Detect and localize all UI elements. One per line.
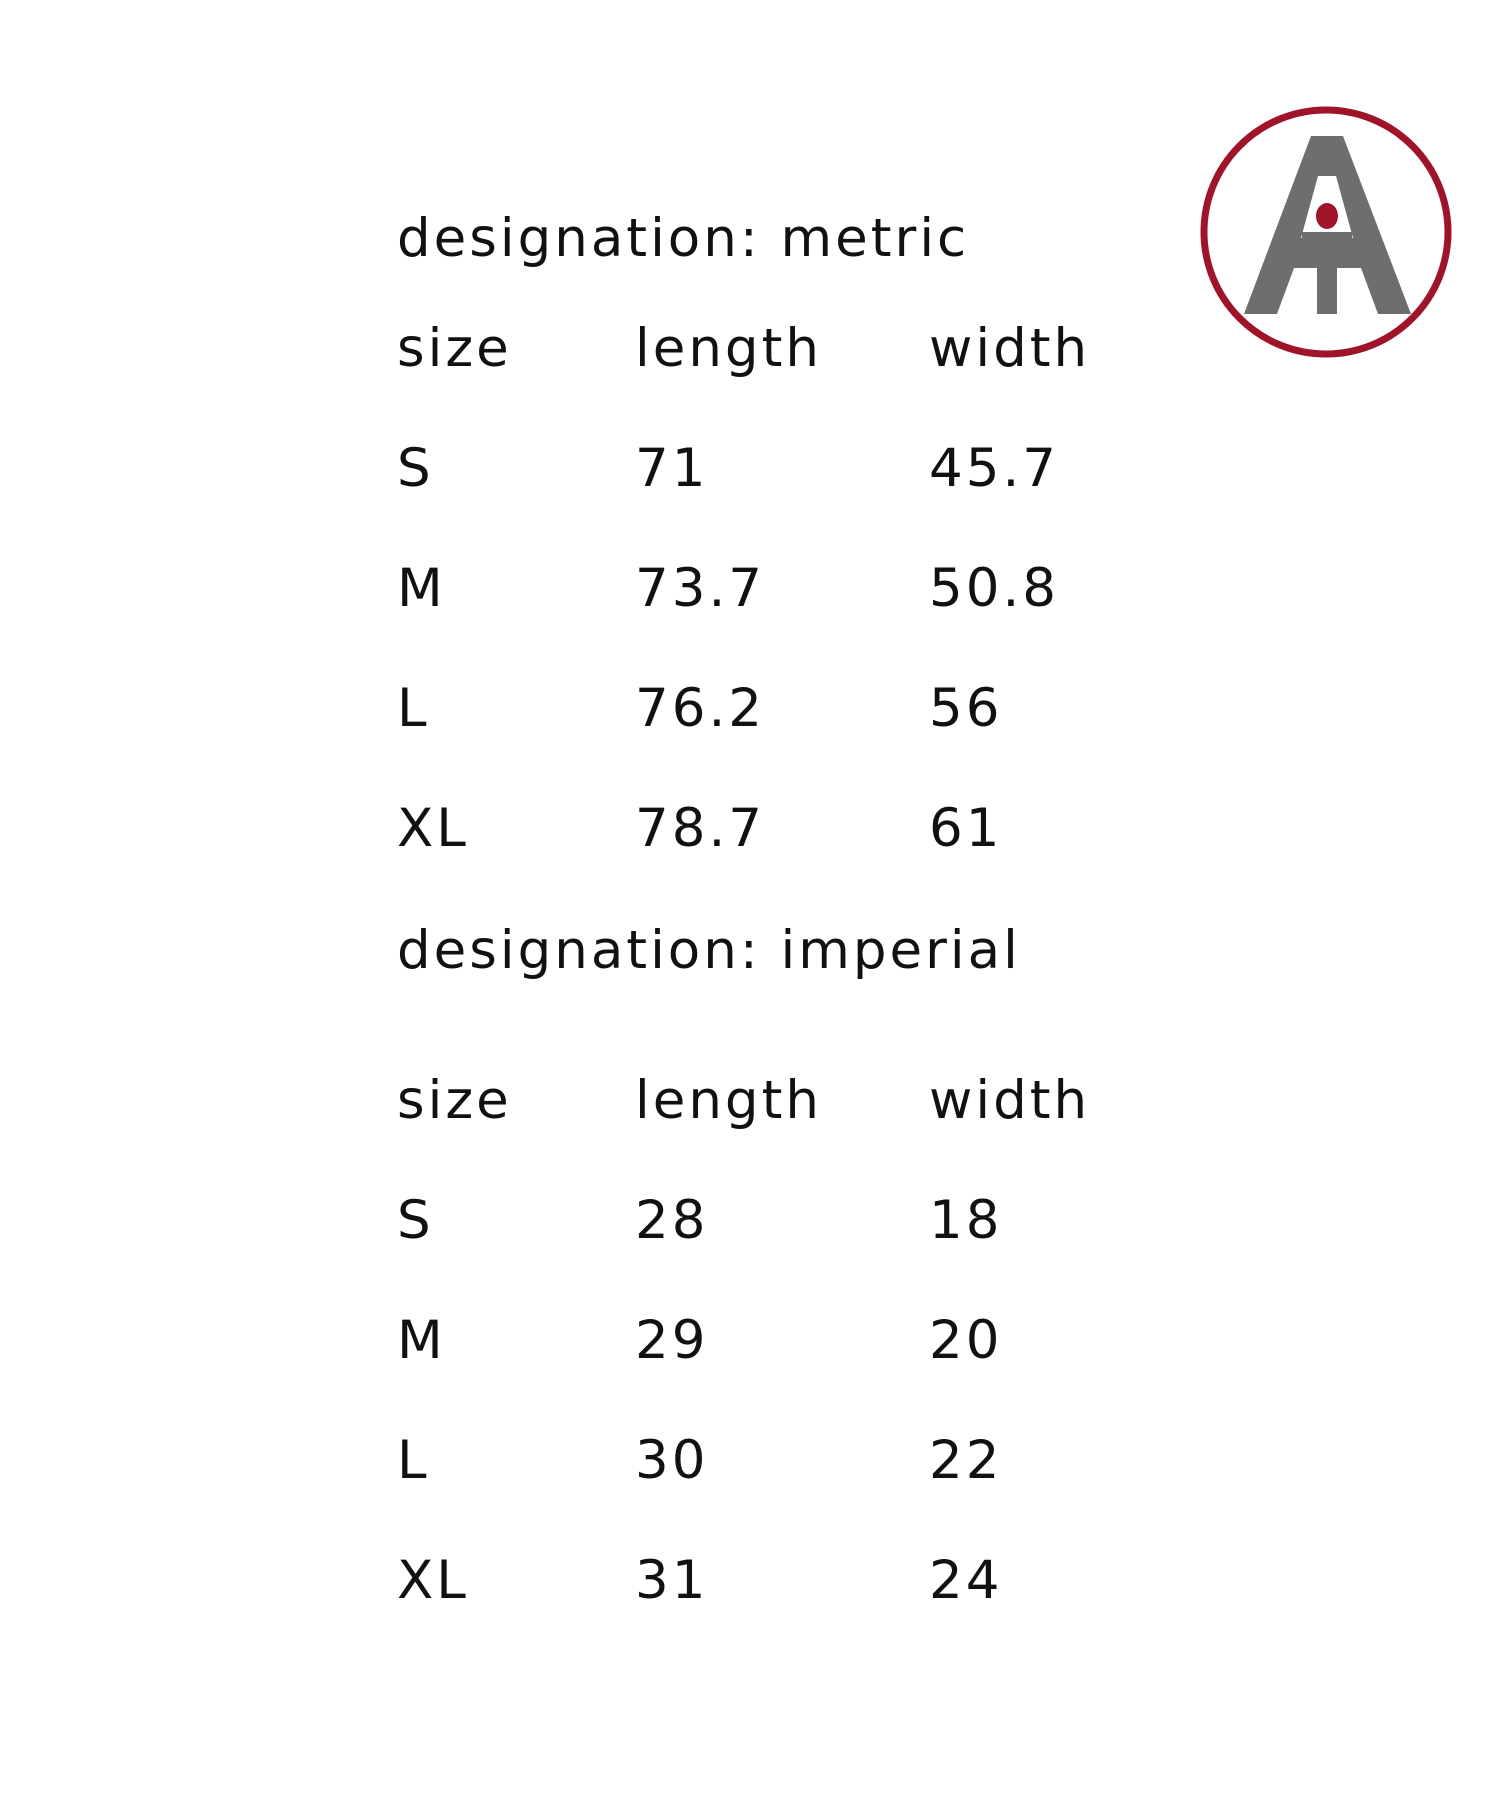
imperial-header-row bbox=[397, 1070, 1197, 1134]
size-cell: L bbox=[397, 678, 430, 739]
table-row bbox=[397, 1550, 1197, 1614]
table-row bbox=[397, 678, 1197, 742]
length-cell: 28 bbox=[635, 1190, 709, 1251]
table-row bbox=[397, 798, 1197, 862]
width-cell: 18 bbox=[929, 1190, 1003, 1251]
metric-heading: designation: metric bbox=[397, 208, 970, 269]
width-cell: 61 bbox=[929, 798, 1003, 859]
length-cell: 78.7 bbox=[635, 798, 766, 859]
table-row bbox=[397, 1430, 1197, 1494]
table-row bbox=[397, 1310, 1197, 1374]
size-cell: L bbox=[397, 1430, 430, 1491]
size-cell: S bbox=[397, 438, 434, 499]
metric-header-row bbox=[397, 318, 1197, 382]
column-header-width: width bbox=[929, 318, 1091, 379]
length-cell: 76.2 bbox=[635, 678, 766, 739]
size-cell: XL bbox=[397, 1550, 469, 1611]
table-row bbox=[397, 1190, 1197, 1254]
length-cell: 31 bbox=[635, 1550, 709, 1611]
brand-logo-icon bbox=[1198, 104, 1454, 360]
width-cell: 22 bbox=[929, 1430, 1003, 1491]
size-cell: M bbox=[397, 558, 446, 619]
length-cell: 29 bbox=[635, 1310, 709, 1371]
width-cell: 56 bbox=[929, 678, 1003, 739]
table-row bbox=[397, 558, 1197, 622]
table-row bbox=[397, 438, 1197, 502]
column-header-width: width bbox=[929, 1070, 1091, 1131]
width-cell: 45.7 bbox=[929, 438, 1060, 499]
size-cell: XL bbox=[397, 798, 469, 859]
width-cell: 24 bbox=[929, 1550, 1003, 1611]
column-header-size: size bbox=[397, 1070, 512, 1131]
size-cell: M bbox=[397, 1310, 446, 1371]
imperial-heading: designation: imperial bbox=[397, 920, 1021, 981]
column-header-length: length bbox=[635, 318, 822, 379]
column-header-size: size bbox=[397, 318, 512, 379]
length-cell: 73.7 bbox=[635, 558, 766, 619]
length-cell: 30 bbox=[635, 1430, 709, 1491]
size-cell: S bbox=[397, 1190, 434, 1251]
width-cell: 20 bbox=[929, 1310, 1003, 1371]
column-header-length: length bbox=[635, 1070, 822, 1131]
length-cell: 71 bbox=[635, 438, 709, 499]
width-cell: 50.8 bbox=[929, 558, 1060, 619]
